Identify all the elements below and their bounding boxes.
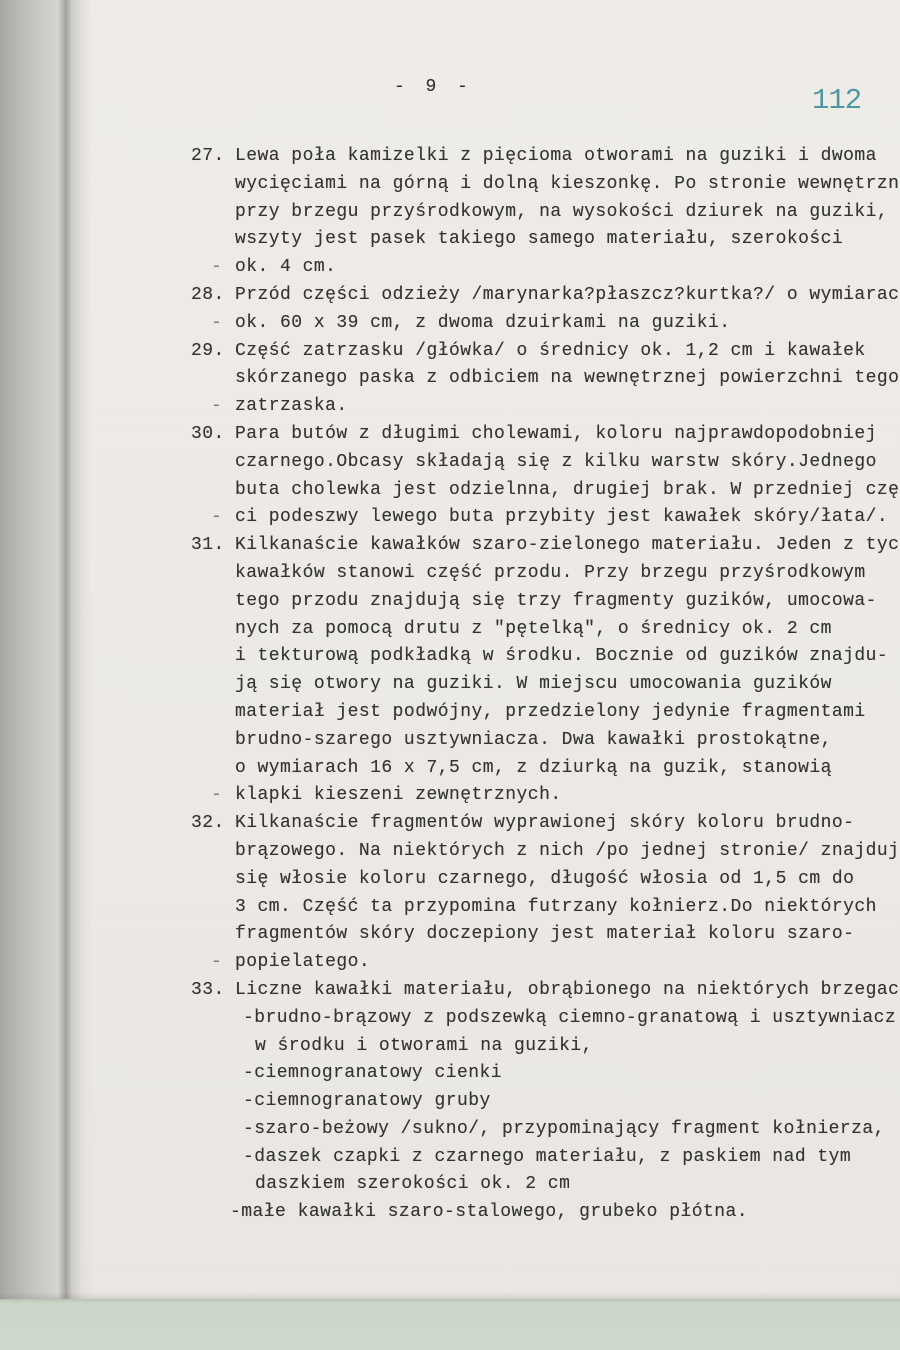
line-text: brązowego. Na niektórych z nich /po jednej stronie/ znajduj	[235, 840, 900, 861]
line-text: -szaro-beżowy /sukno/, przypominający fragment kołnierza,	[243, 1118, 885, 1139]
line-text: brudno-szarego usztywniacza. Dwa kawałki prostokątne,	[235, 729, 832, 750]
text-line	[0, 171, 900, 199]
text-line	[0, 894, 900, 922]
item-number: 29.	[191, 340, 225, 361]
archive-stamp-number: 112	[812, 84, 862, 117]
line-text: ok. 4 cm.	[235, 257, 337, 278]
line-text: skórzanego paska z odbiciem na wewnętrznej powierzchni tego	[235, 368, 900, 389]
list-item	[0, 282, 900, 338]
margin-mark: -	[211, 312, 223, 333]
text-line	[0, 1005, 900, 1033]
text-line	[0, 699, 900, 727]
margin-mark: -	[211, 785, 223, 806]
margin-mark: -	[211, 507, 223, 528]
line-text: Lewa poła kamizelki z pięcioma otworami na guziki i dwoma	[235, 146, 877, 166]
line-text: Para butów z długimi cholewami, koloru najprawdopodobniej	[235, 423, 877, 444]
line-text: wszyty jest pasek takiego samego materiału, szerokości	[235, 229, 844, 250]
text-line	[0, 755, 900, 783]
text-line	[0, 560, 900, 588]
line-text: kawałków stanowi część przodu. Przy brzegu przyśrodkowym	[235, 562, 866, 583]
line-text: ją się otwory na guziki. W miejscu umocowania guzików	[235, 674, 832, 695]
line-text: zatrzaska.	[235, 396, 348, 417]
line-text: tego przodu znajdują się trzy fragmenty guzików, umocowa-	[235, 590, 877, 611]
page-number: - 9 -	[394, 77, 469, 97]
line-text: -daszek czapki z czarnego materiału, z paskiem nad tym	[243, 1146, 852, 1167]
line-text: ci podeszwy lewego buta przybity jest kawałek skóry/łata/.	[235, 507, 889, 528]
margin-mark: -	[211, 952, 223, 973]
text-line	[0, 866, 900, 894]
item-number: 30.	[191, 423, 225, 444]
line-text: Część zatrzasku /główka/ o średnicy ok. 1,2 cm i kawałek	[235, 340, 866, 361]
text-line	[0, 921, 900, 949]
text-line	[0, 421, 900, 449]
text-line	[0, 1033, 900, 1061]
line-text: i tekturową podkładką w środku. Bocznie od guzików znajdu-	[235, 646, 889, 667]
line-text: -ciemnogranatowy cienki	[243, 1063, 503, 1084]
line-text: o wymiarach 16 x 7,5 cm, z dziurką na guzik, stanowią	[235, 757, 832, 778]
line-text: Kilkanaście kawałków szaro-zielonego materiału. Jeden z tyc	[235, 535, 900, 556]
item-number: 33.	[191, 979, 225, 1000]
text-line	[0, 949, 900, 977]
line-text: materiał jest podwójny, przedzielony jedynie fragmentami	[235, 701, 866, 722]
scanner-background-band	[0, 1299, 900, 1350]
line-text: -małe kawałki szaro-stalowego, grubeko płótna.	[230, 1202, 749, 1223]
text-line	[0, 838, 900, 866]
text-line	[0, 588, 900, 616]
text-line	[0, 282, 900, 310]
text-line	[0, 226, 900, 254]
text-line	[0, 1116, 900, 1144]
line-text: 3 cm. Część ta przypomina futrzany kołnierz.Do niektórych	[235, 896, 877, 917]
item-number: 31.	[191, 535, 225, 556]
document-body	[0, 143, 900, 1227]
line-text: nych za pomocą drutu z "pętelką", o średnicy ok. 2 cm	[235, 618, 832, 639]
line-text: buta cholewka jest odzielnna, drugiej brak. W przedniej czę	[235, 479, 900, 500]
margin-mark: -	[211, 396, 223, 417]
line-text: przy brzegu przyśrodkowym, na wysokości dziurek na guziki,	[235, 201, 889, 222]
item-number: 28.	[191, 284, 225, 305]
text-line	[0, 254, 900, 282]
text-line	[0, 449, 900, 477]
line-text: się włosie koloru czarnego, długość włosia od 1,5 cm do	[235, 868, 855, 889]
margin-mark: -	[211, 257, 223, 278]
text-line	[0, 643, 900, 671]
text-line	[0, 504, 900, 532]
line-text: Kilkanaście fragmentów wyprawionej skóry koloru brudno-	[235, 813, 855, 834]
text-line	[0, 310, 900, 338]
line-text: w środku i otworami na guziki,	[255, 1035, 593, 1056]
line-text: klapki kieszeni zewnętrznych.	[235, 785, 562, 806]
line-text: popielatego.	[235, 952, 371, 973]
text-line	[0, 143, 900, 171]
list-item	[0, 810, 900, 977]
item-number: 27.	[191, 146, 225, 166]
text-line	[0, 1088, 900, 1116]
list-item	[0, 143, 900, 282]
list-item	[0, 421, 900, 532]
text-line	[0, 616, 900, 644]
line-text: Przód części odzieży /marynarka?płaszcz?kurtka?/ o wymiarac	[235, 284, 900, 305]
text-line	[0, 393, 900, 421]
line-text: fragmentów skóry doczepiony jest materiał koloru szaro-	[235, 924, 855, 945]
text-line	[0, 782, 900, 810]
text-line	[0, 1199, 900, 1227]
text-line	[0, 365, 900, 393]
text-line	[0, 1144, 900, 1172]
line-text: daszkiem szerokości ok. 2 cm	[255, 1174, 571, 1195]
text-line	[0, 1171, 900, 1199]
text-line	[0, 810, 900, 838]
line-text: czarnego.Obcasy składają się z kilku warstw skóry.Jednego	[235, 451, 877, 472]
line-text: Liczne kawałki materiału, obrąbionego na niektórych brzegac	[235, 979, 900, 1000]
text-line	[0, 727, 900, 755]
text-line	[0, 532, 900, 560]
text-line	[0, 338, 900, 366]
text-line	[0, 1060, 900, 1088]
text-line	[0, 977, 900, 1005]
line-text: wycięciami na górną i dolną kieszonkę. Po stronie wewnętrzn	[235, 173, 900, 194]
list-item	[0, 977, 900, 1227]
item-number: 32.	[191, 813, 225, 834]
line-text: ok. 60 x 39 cm, z dwoma dzuirkami na guziki.	[235, 312, 731, 333]
text-line	[0, 477, 900, 505]
list-item	[0, 532, 900, 810]
line-text: -brudno-brązowy z podszewką ciemno-granatową i usztywniacz	[243, 1007, 897, 1028]
text-line	[0, 671, 900, 699]
list-item	[0, 338, 900, 421]
line-text: -ciemnogranatowy gruby	[243, 1091, 491, 1112]
text-line	[0, 199, 900, 227]
